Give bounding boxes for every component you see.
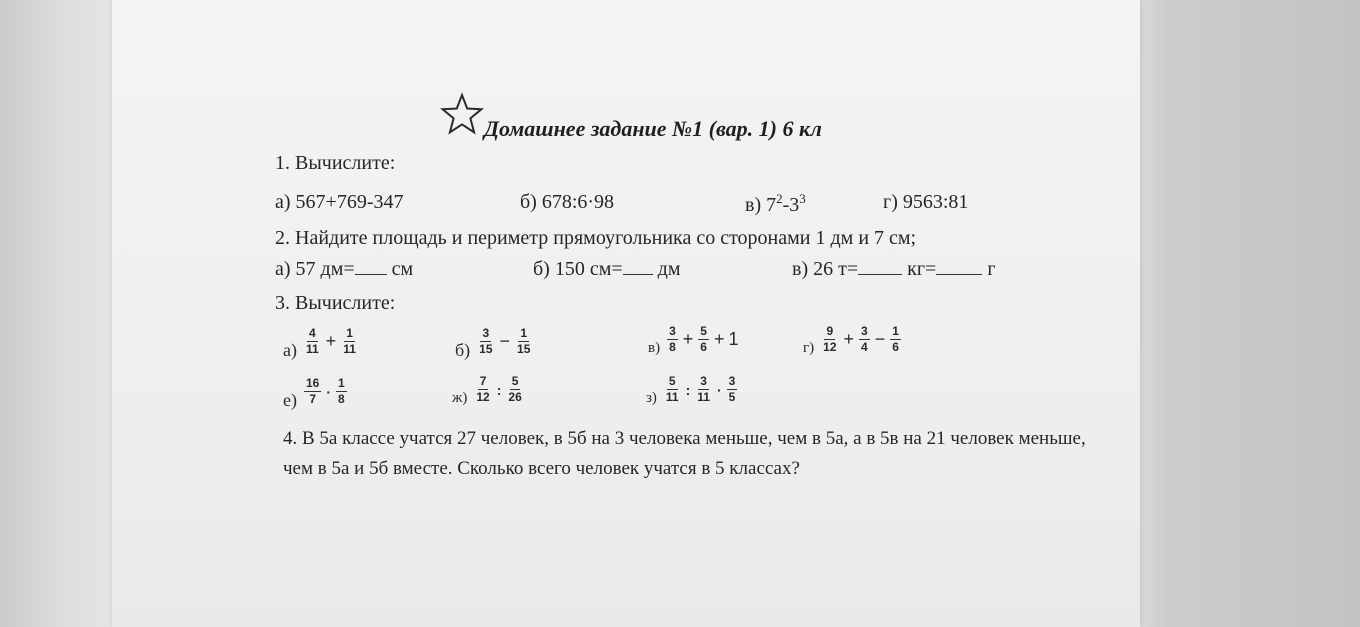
task4-line2: чем в 5а и 5б вместе. Сколько всего человек учатся в 5 классах?: [283, 458, 800, 479]
task1-v: в) $7^2-3^3$: [745, 191, 806, 216]
task3-e: е) $\frac{16}{7}$ · $\frac{1}{8}$: [283, 376, 345, 410]
task3-v: в) $\frac{3}{8}$ + $\frac{5}{6}$ + 1: [648, 324, 739, 356]
task2-header: 2. Найдите площадь и периметр прямоугольника со сторонами 1 дм и 7 см;: [275, 227, 917, 249]
task4-line1: 4. В 5а классе учатся 27 человек, в 5б на 3 человека меньше, чем в 5а, а в 5в на 21 человек меньше,: [283, 428, 1086, 449]
task3-a: а) $\frac{4}{11}$ + $\frac{1}{11}$: [283, 326, 356, 360]
task3-g: г) $\frac{9}{12}$ + $\frac{3}{4}$ − $\frac{1}{6}$: [803, 324, 899, 356]
task3-header: 3. Вычислите:: [275, 292, 396, 314]
task3-b: б) $\frac{3}{15}$ − $\frac{1}{15}$: [455, 326, 531, 360]
task1-b: б) 678:6·98: [520, 191, 615, 213]
task3-zh: ж) $\frac{7}{12}$ : $\frac{5}{26}$: [452, 374, 522, 406]
star-icon: [440, 92, 484, 136]
task1-header: 1. Вычислите:: [275, 152, 396, 174]
page-title: Домашнее задание №1 (вар. 1) 6 кл: [484, 116, 822, 141]
task2-b: б) 150 см= дм: [533, 258, 681, 280]
task2-a: а) 57 дм= см: [275, 258, 414, 280]
task1-g: г) 9563:81: [883, 191, 969, 213]
task3-z: з) $\frac{5}{11}$ : $\frac{3}{11}$ · $\frac{3}{5}$: [646, 374, 736, 406]
task1-a: а) 567+769-347: [275, 191, 404, 213]
task2-v: в) 26 т= кг= г: [792, 258, 996, 280]
paper-sheet: [112, 0, 1140, 627]
